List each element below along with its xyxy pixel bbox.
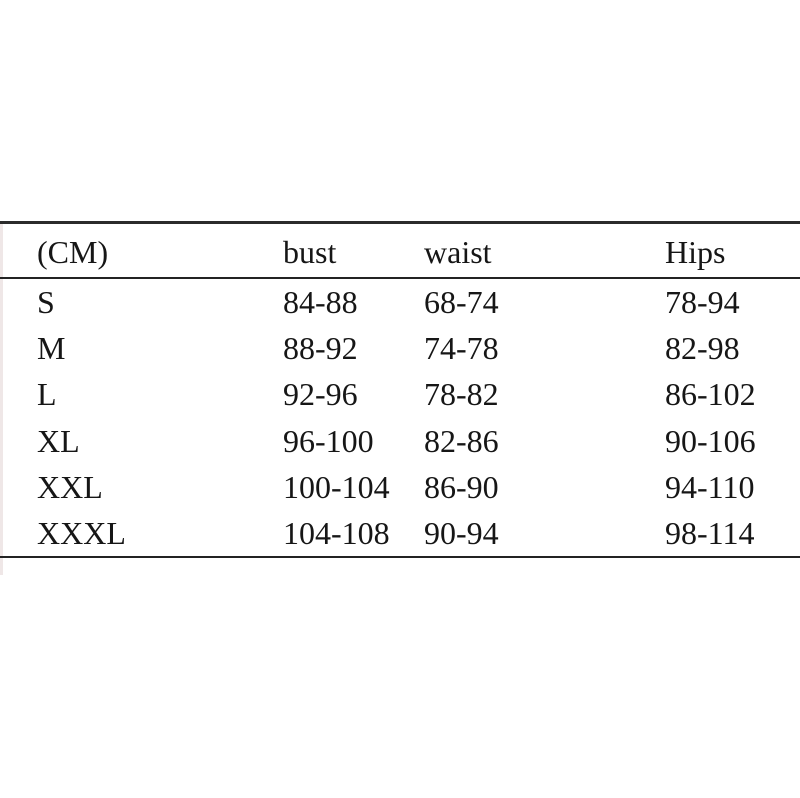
hips-cell: 86-102 [665, 376, 756, 413]
table-header-row [0, 224, 800, 277]
size-cell: XXL [37, 468, 103, 505]
waist-cell: 74-78 [424, 330, 499, 367]
bust-cell: 88-92 [283, 330, 358, 367]
hips-cell: 78-94 [665, 284, 740, 321]
bust-cell: 100-104 [283, 468, 390, 505]
waist-cell: 78-82 [424, 376, 499, 413]
table-row-s [0, 279, 800, 325]
table-row-xxxl [0, 510, 800, 556]
waist-cell: 86-90 [424, 468, 499, 505]
hips-cell: 82-98 [665, 330, 740, 367]
size-cell: XXXL [37, 514, 126, 551]
header-bust: bust [283, 233, 337, 270]
bust-cell: 96-100 [283, 422, 374, 459]
size-chart-table [0, 221, 800, 558]
table-row-xxl [0, 464, 800, 510]
waist-cell: 90-94 [424, 514, 499, 551]
size-cell: L [37, 376, 57, 413]
hips-cell: 98-114 [665, 514, 755, 551]
size-cell: M [37, 330, 66, 367]
table-row-m [0, 325, 800, 371]
hips-cell: 94-110 [665, 468, 755, 505]
header-unit-cm: (CM) [37, 233, 109, 270]
table-row-xl [0, 417, 800, 463]
table-bottom-border [0, 556, 800, 558]
waist-cell: 82-86 [424, 422, 499, 459]
hips-cell: 90-106 [665, 422, 756, 459]
table-row-l [0, 371, 800, 417]
size-cell: S [37, 284, 55, 321]
bust-cell: 84-88 [283, 284, 358, 321]
bust-cell: 92-96 [283, 376, 358, 413]
bust-cell: 104-108 [283, 514, 390, 551]
size-cell: XL [37, 422, 80, 459]
header-hips: Hips [665, 233, 726, 270]
header-waist: waist [424, 233, 492, 270]
waist-cell: 68-74 [424, 284, 499, 321]
